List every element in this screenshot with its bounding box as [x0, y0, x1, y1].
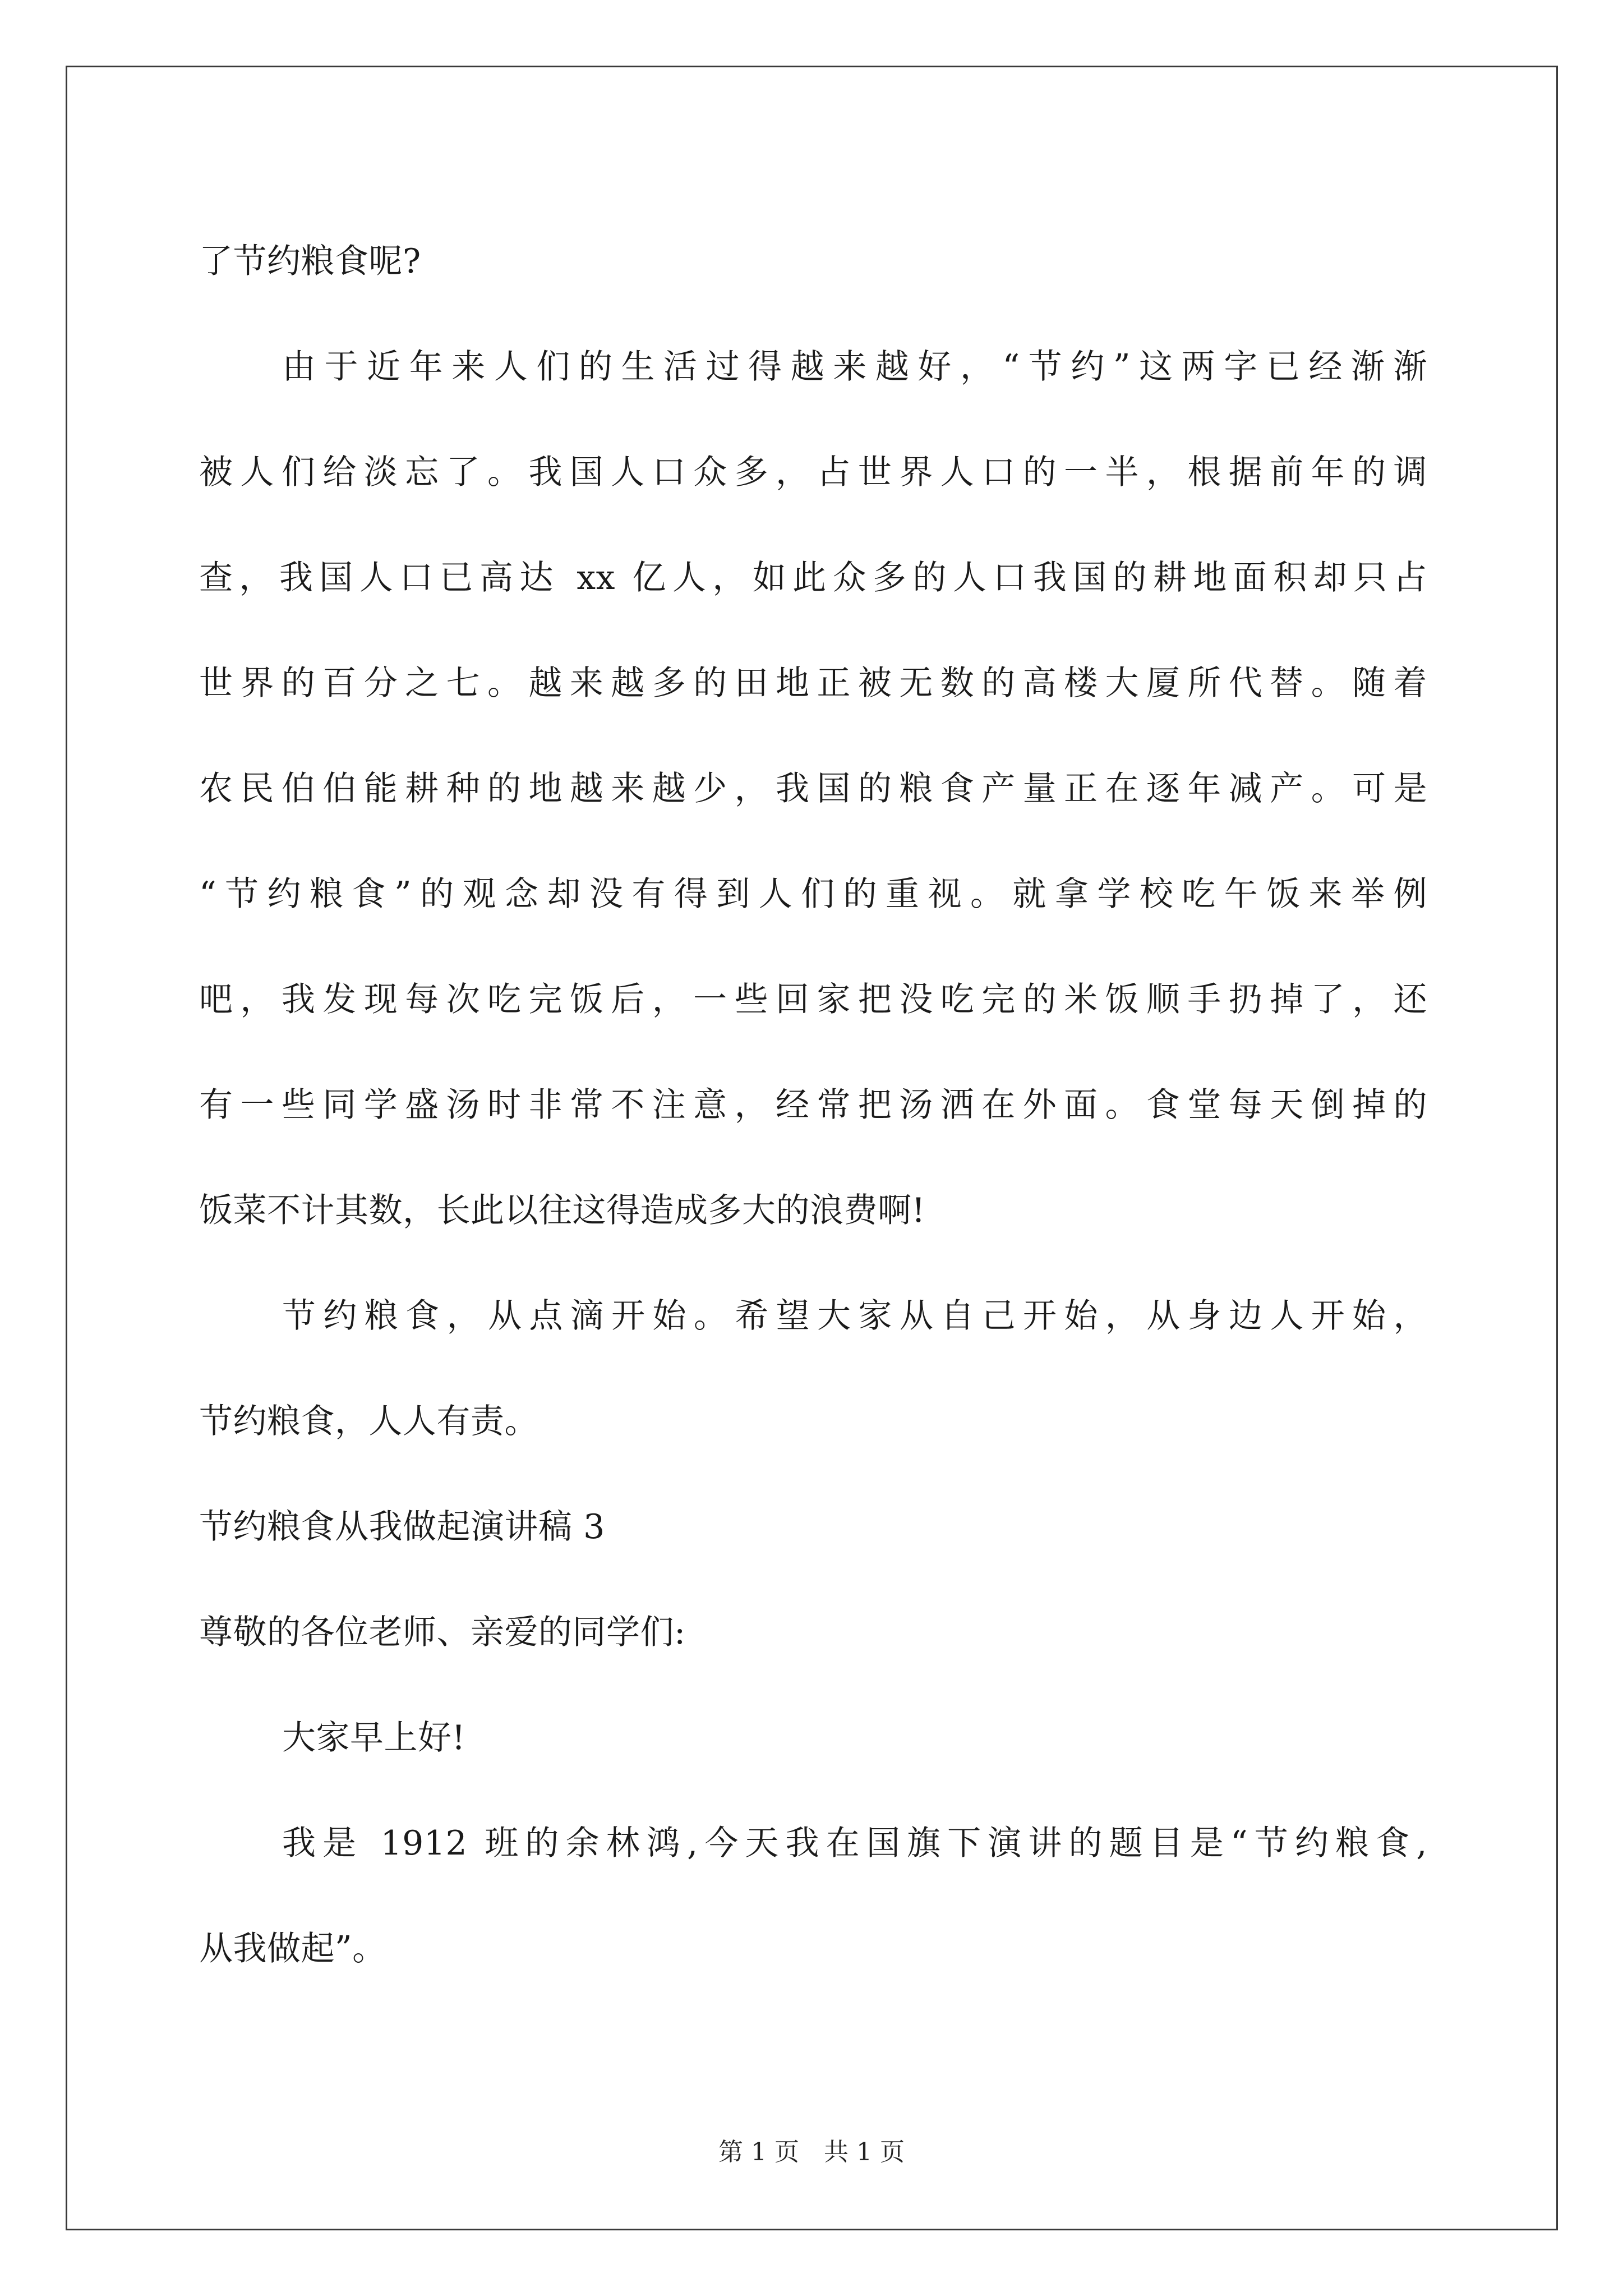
document-body [199, 209, 1427, 2001]
text-line: 了节约粮食呢? [199, 242, 421, 281]
text-line: 节约粮食，人人有责。 [199, 1402, 538, 1441]
text-line: 从我做起”。 [199, 1929, 386, 1968]
text-line: “节约粮食”的观念却没有得到人们的重视。就拿学校吃午饭来举例 [199, 875, 1427, 914]
text-line: 有一些同学盛汤时非常不注意，经常把汤洒在外面。食堂每天倒掉的 [199, 1085, 1427, 1125]
page-number: 第 1 页 共 1 页 [718, 2138, 905, 2166]
text-line: 世界的百分之七。越来越多的田地正被无数的高楼大厦所代替。随着 [199, 664, 1427, 703]
text-line: 节约粮食，从点滴开始。希望大家从自己开始，从身边人开始， [282, 1296, 1427, 1336]
text-line: 被人们给淡忘了。我国人口众多，占世界人口的一半，根据前年的调 [199, 453, 1427, 492]
greeting: 大家早上好! [282, 1718, 466, 1757]
text-line: 由于近年来人们的生活过得越来越好，“节约”这两字已经渐渐 [282, 347, 1427, 386]
text-line: 查，我国人口已高达 xx 亿人，如此众多的人口我国的耕地面积却只占 [199, 558, 1427, 597]
salutation: 尊敬的各位老师、亲爱的同学们: [199, 1613, 686, 1652]
section-title: 节约粮食从我做起演讲稿 3 [199, 1507, 605, 1547]
text-line: 吧，我发现每次吃完饭后，一些回家把没吃完的米饭顺手扔掉了，还 [199, 980, 1427, 1019]
text-line: 我是 1912 班的余林鸿,今天我在国旗下演讲的题目是“节约粮食, [282, 1824, 1427, 1863]
text-line: 饭菜不计其数，长此以往这得造成多大的浪费啊! [199, 1191, 926, 1230]
text-line: 农民伯伯能耕种的地越来越少，我国的粮食产量正在逐年减产。可是 [199, 769, 1427, 808]
